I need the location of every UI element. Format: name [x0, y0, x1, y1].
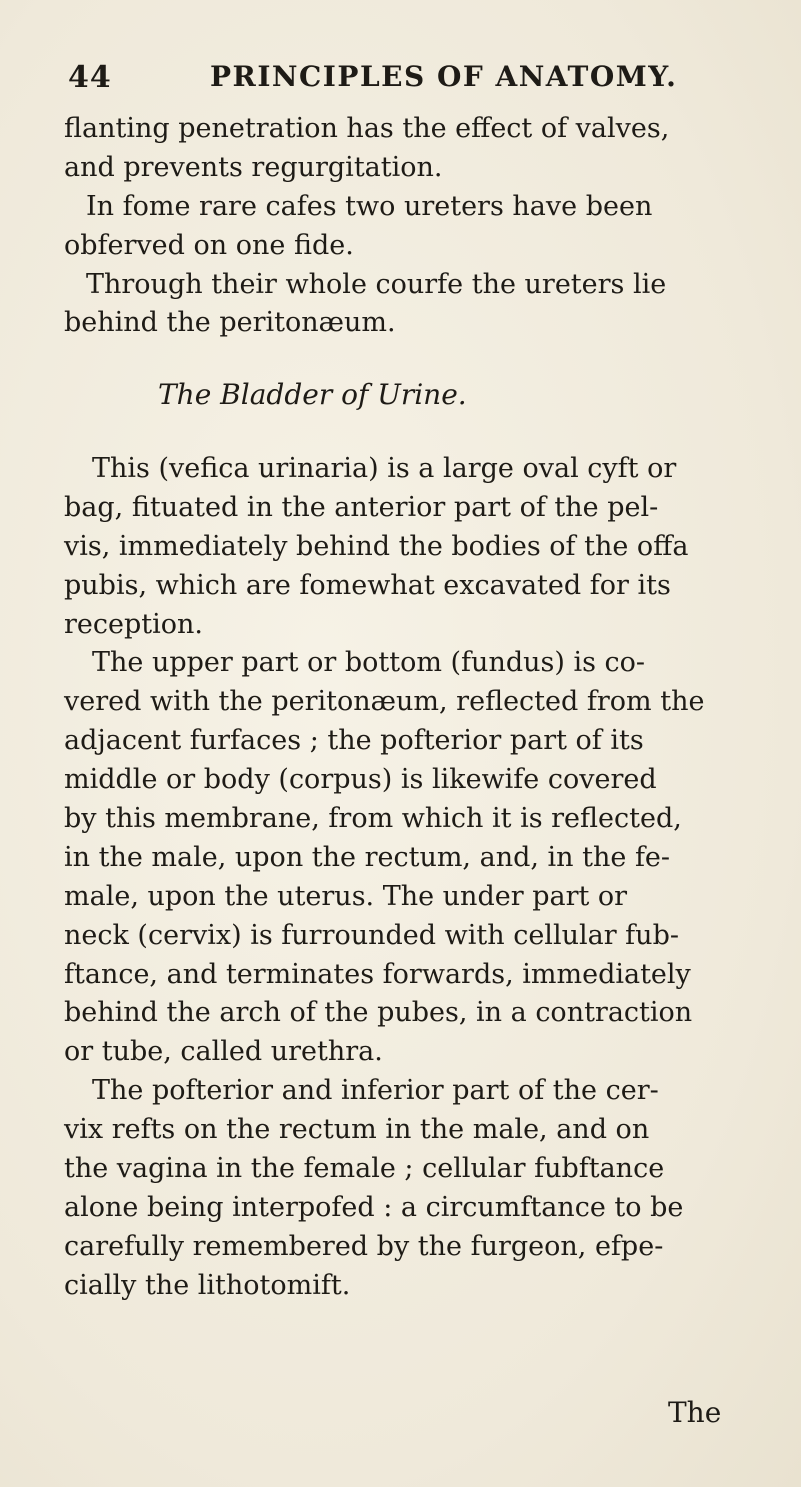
page-number: 44	[68, 60, 112, 95]
text-line: or tube, called urethra.	[64, 1036, 383, 1068]
text-line: in the male, upon the rectum, and, in the fe-	[64, 841, 671, 873]
text-line: carefully remembered by the furgeon, efpe-	[64, 1230, 664, 1262]
text-line: vered with the peritonæum, reflected from the	[64, 686, 705, 718]
text-line: In fome rare cafes two ureters have been	[86, 190, 653, 222]
preceding-paragraphs	[64, 110, 754, 343]
text-line: alone being interpofed : a circumftance to be	[64, 1191, 684, 1223]
text-line: and prevents regurgitation.	[64, 151, 443, 183]
text-line: adjacent furfaces ; the pofterior part of its	[64, 725, 644, 757]
text-line: the vagina in the female ; cellular fubftance	[64, 1153, 665, 1185]
text-line: male, upon the uterus. The under part or	[64, 880, 628, 912]
text-line: vix refts on the rectum in the male, and on	[64, 1114, 650, 1146]
text-line: obferved on one fide.	[64, 229, 354, 261]
text-line: behind the arch of the pubes, in a contraction	[64, 997, 693, 1029]
text-line: reception.	[64, 608, 203, 640]
section-heading: The Bladder of Urine.	[158, 378, 467, 411]
running-head	[64, 60, 744, 100]
text-line: ftance, and terminates forwards, immediately	[64, 958, 691, 990]
text-line: bag, fituated in the anterior part of the pel-	[64, 491, 659, 523]
text-line: behind the peritonæum.	[64, 307, 396, 339]
text-line: This (vefica urinaria) is a large oval cyft or	[92, 453, 677, 484]
text-line: neck (cervix) is furrounded with cellular fub-	[64, 919, 679, 951]
text-line: flanting penetration has the effect of valves,	[64, 113, 670, 144]
text-line: Through their whole courfe the ureters lie	[86, 268, 667, 300]
text-line: by this membrane, from which it is reflected,	[64, 803, 682, 835]
section-body	[64, 450, 754, 1306]
text-line: vis, immediately behind the bodies of the offa	[64, 530, 689, 562]
catchword: The	[668, 1396, 722, 1429]
text-line: The upper part or bottom (fundus) is co-	[92, 647, 646, 679]
text-line: pubis, which are fomewhat excavated for its	[64, 569, 671, 601]
text-line: The pofterior and inferior part of the cer-	[92, 1075, 659, 1107]
text-line: cially the lithotomift.	[64, 1269, 351, 1301]
running-title: PRINCIPLES OF ANATOMY.	[210, 60, 678, 93]
text-line: middle or body (corpus) is likewife covered	[64, 764, 657, 796]
